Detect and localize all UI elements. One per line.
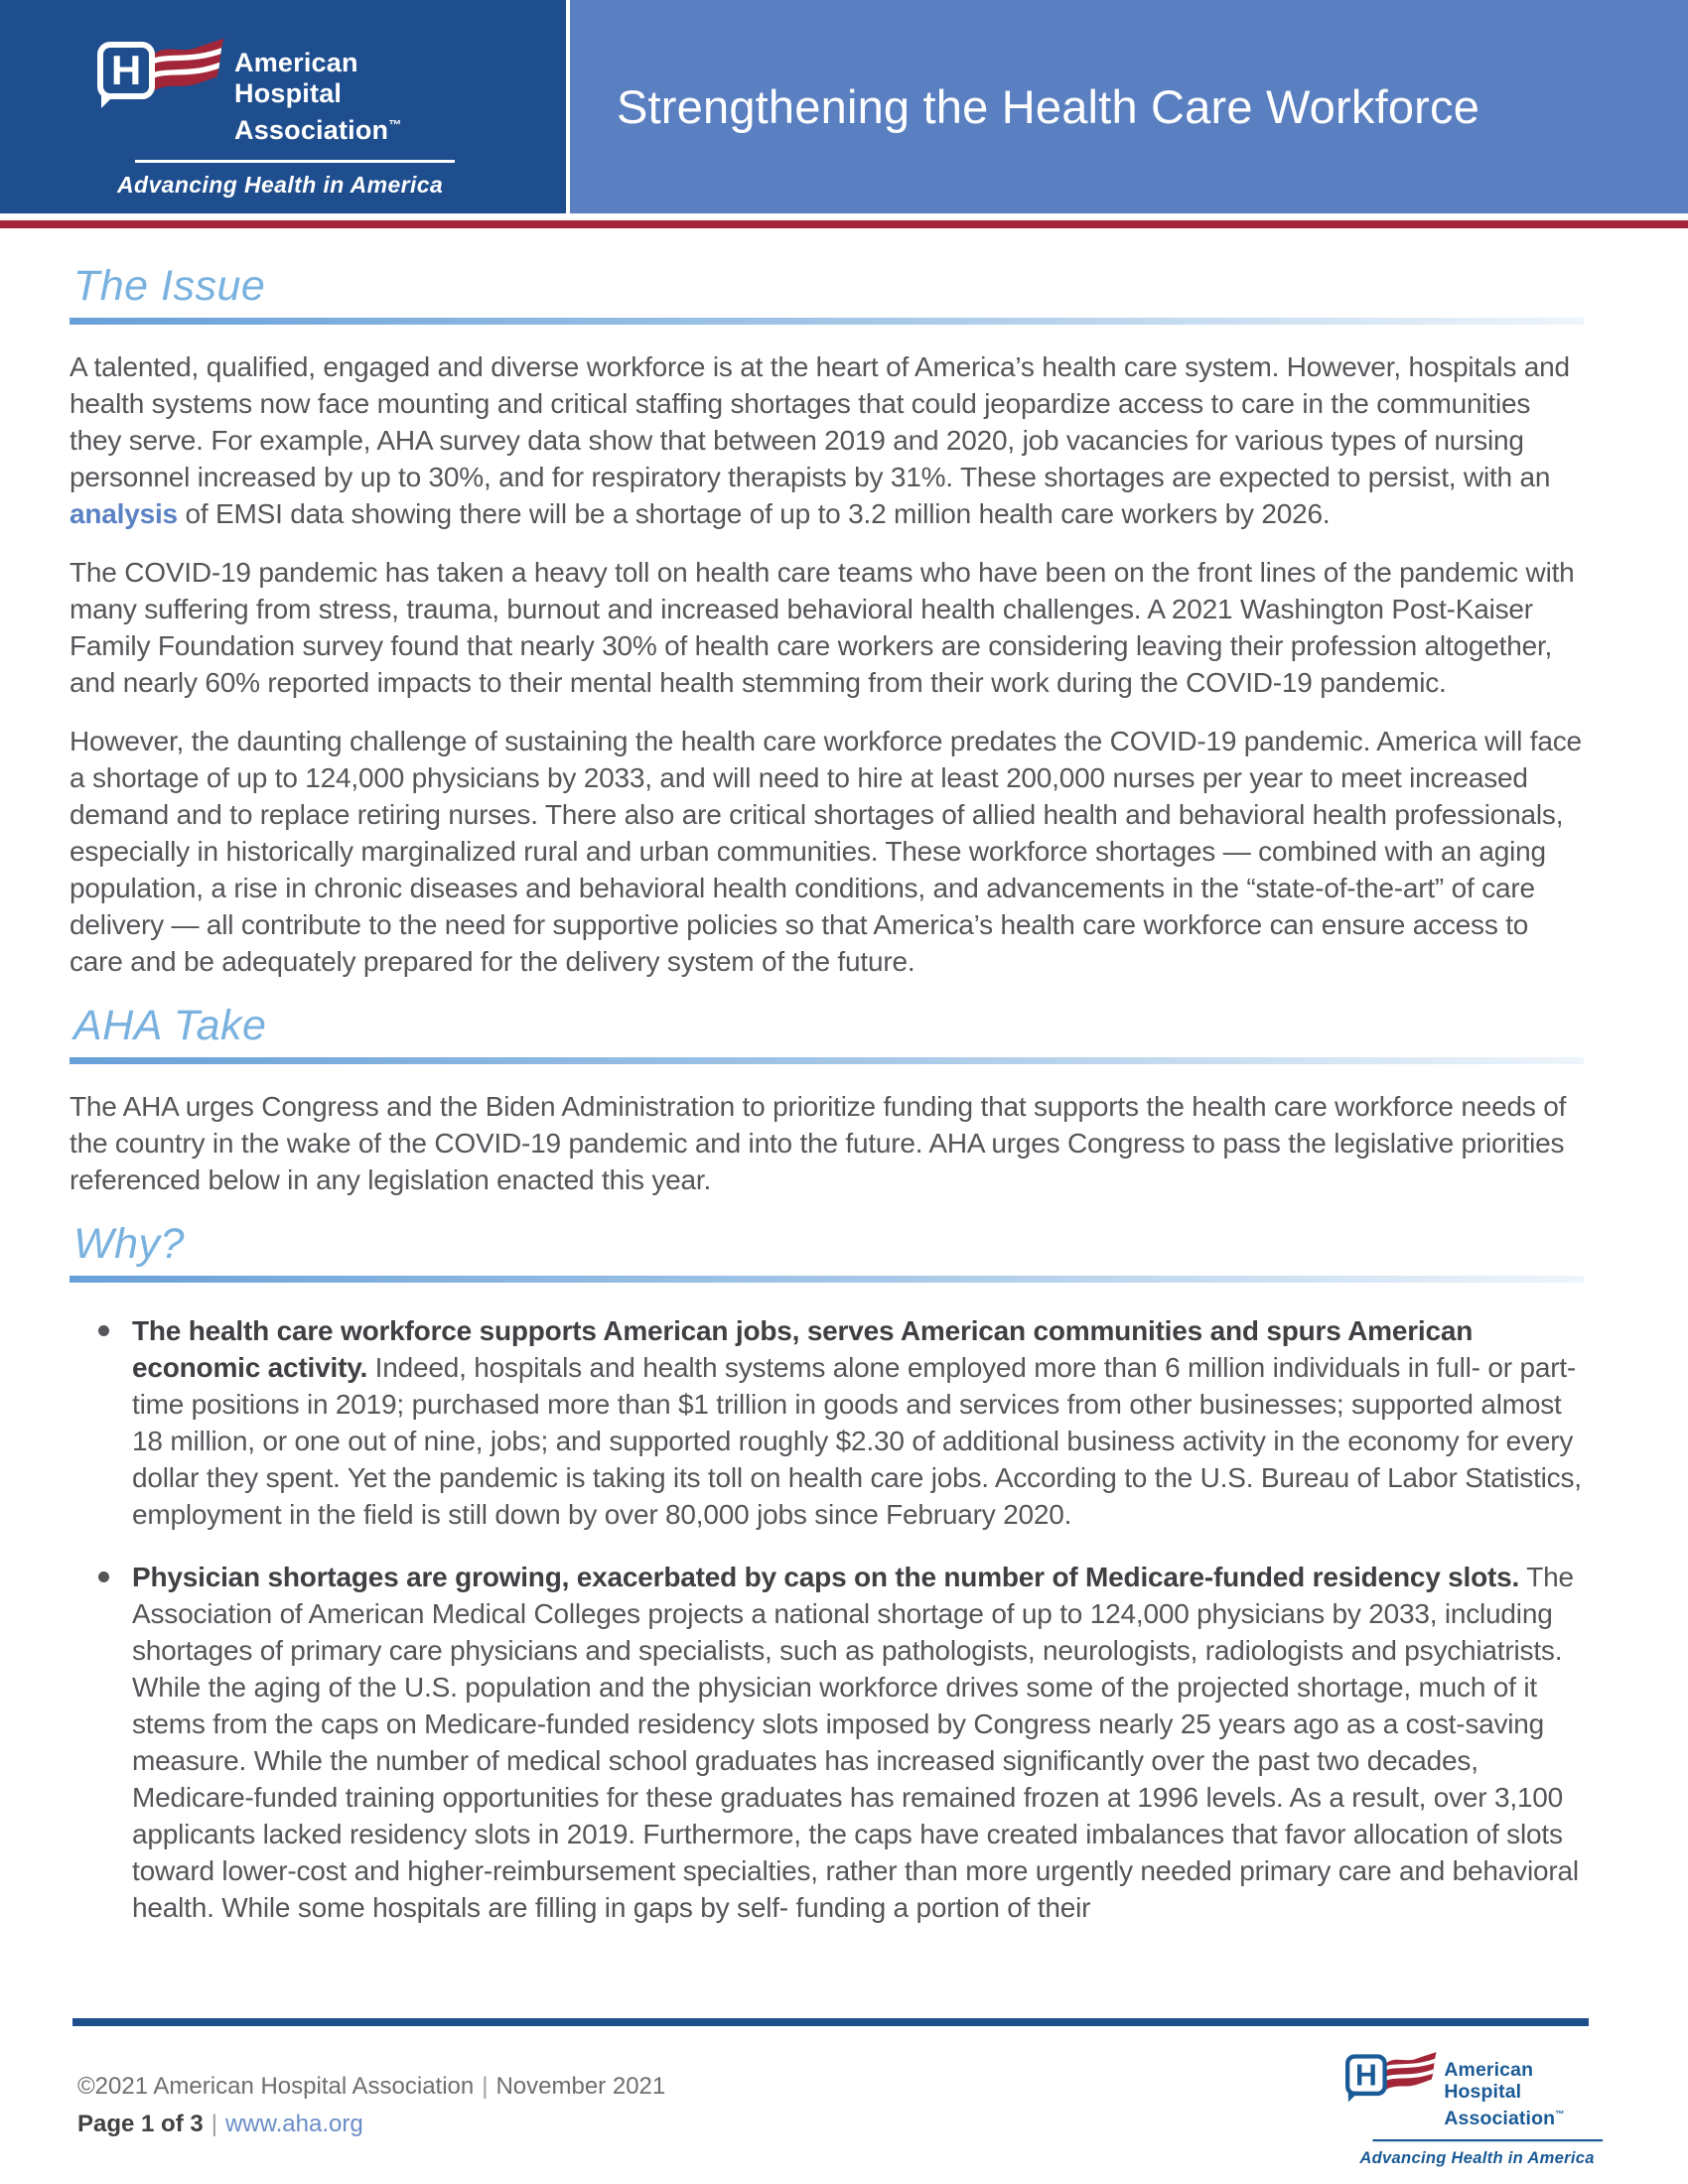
footer-copyright: ©2021 American Hospital Association <box>77 2073 475 2100</box>
list-item <box>70 1559 1584 1926</box>
bullet-text: Indeed, hospitals and health systems alone employed more than 6 million individuals in full- or part-time positions in 2019; purchased more than $1 trillion in goods and services from other businesses; supported almost 18 million, or one out of nine, jobs; and supported roughly $2.30 of additional business activity in the economy for every dollar they spent. Yet the pandemic is taking its toll on health care jobs. According to the U.S. Bureau of Labor Statistics, employment in the field is still down by over 80,000 jobs since February 2020. <box>132 1352 1582 1530</box>
logo-name-line2: Association <box>1444 2107 1556 2129</box>
page-title: Strengthening the Health Care Workforce <box>617 80 1480 133</box>
section-why <box>70 1220 1584 1926</box>
logo-divider <box>1372 2139 1603 2141</box>
footer-separator: | <box>211 2111 217 2137</box>
aha-h-tail <box>1348 2092 1359 2103</box>
aha-logo <box>97 36 457 199</box>
heading-rule <box>70 1057 1584 1064</box>
heading-rule <box>70 1276 1584 1283</box>
document-body <box>0 228 1688 1926</box>
aha-flag-icon <box>145 36 226 101</box>
aha-website-link[interactable]: www.aha.org <box>224 2111 363 2137</box>
footer-accent-bar <box>72 2018 1589 2026</box>
logo-name-line1: American Hospital <box>1444 2058 1534 2103</box>
aha-flag-icon <box>1380 2050 1439 2098</box>
logo-name <box>234 48 457 146</box>
paragraph-text: of EMSI data showing there will be a shortage of up to 3.2 million health care workers by 2026. <box>177 498 1331 529</box>
page-header <box>0 0 1688 213</box>
page-footer <box>0 2018 1688 2184</box>
logo-trademark: ™ <box>1555 2109 1565 2119</box>
logo-name-line1: American Hospital <box>234 48 358 108</box>
footer-page-line <box>77 2106 665 2143</box>
logo-name-line2: Association <box>234 115 389 145</box>
footer-page-number: Page 1 of 3 <box>77 2111 204 2137</box>
logo-h-letter: H <box>1354 2057 1377 2092</box>
section-aha-take <box>70 1002 1584 1198</box>
footer-text <box>77 2068 665 2143</box>
paragraph: However, the daunting challenge of sustaining the health care workforce predates the COVID-19 pandemic. America will face a shortage of up to 124,000 physicians by 2033, and will need to hire at least 200,000 nurses per year to meet increased demand and to replace retiring nurses. There also are critical shortages of allied health and behavioral health professionals, especially in historically marginalized rural and urban communities. These workforce shortages — combined with an aging population, a rise in chronic diseases and behavioral health conditions, and advancements in the “state-of-the-art” of care delivery — all contribute to the need for supportive policies so that America’s health care workforce can ensure access to care and be adequately prepared for the delivery system of the future. <box>70 726 1582 977</box>
section-heading-the-issue: The Issue <box>73 262 266 310</box>
analysis-link[interactable]: analysis <box>70 498 178 529</box>
bullet-lead: The health care workforce supports American jobs, serves American communities and spurs American economic activity. <box>132 1315 1474 1383</box>
logo-trademark: ™ <box>388 117 402 132</box>
logo-h-letter: H <box>110 47 142 93</box>
footer-copyright-line <box>77 2068 665 2106</box>
section-heading-why: Why? <box>73 1220 185 1268</box>
why-bullet-list <box>70 1312 1584 1926</box>
list-item <box>70 1312 1584 1533</box>
paragraph: The COVID-19 pandemic has taken a heavy toll on health care teams who have been on the front lines of the pandemic with many suffering from stress, trauma, burnout and increased behavioral health challenges. A 2021 Washington Post-Kaiser Family Foundation survey found that nearly 30% of health care workers are considering leaving their profession altogether, and nearly 60% reported impacts to their mental health stemming from their work during the COVID-19 pandemic. <box>70 557 1575 698</box>
logo-tagline: Advancing Health in America <box>117 172 444 198</box>
section-heading-aha-take: AHA Take <box>73 1002 267 1049</box>
aha-h-tail <box>101 93 116 108</box>
logo-name <box>1444 2059 1604 2129</box>
aha-h-icon <box>97 42 155 99</box>
footer-separator: | <box>482 2073 489 2100</box>
paragraph: The AHA urges Congress and the Biden Administration to prioritize funding that supports the health care workforce needs of the country in the wake of the COVID-19 pandemic and into the future. AHA urges Congress to pass the legislative priorities referenced below in any legislation enacted this year. <box>70 1091 1567 1195</box>
section-the-issue <box>70 262 1584 980</box>
red-accent-bar <box>0 220 1688 228</box>
bullet-lead: Physician shortages are growing, exacerbated by caps on the number of Medicare-funded residency slots. <box>132 1562 1520 1592</box>
logo-divider <box>135 160 455 163</box>
paragraph <box>70 348 1584 532</box>
heading-rule <box>70 318 1584 325</box>
footer-date: November 2021 <box>495 2073 666 2100</box>
paragraph-text: A talented, qualified, engaged and diverse workforce is at the heart of America’s health care system. However, hospitals and health systems now face mounting and critical staffing shortages that could jeopardize access to care in the communities they serve. For example, AHA survey data show that between 2019 and 2020, job vacancies for various types of nursing personnel increased by up to 30%, and for respiratory therapists by 31%. These shortages are expected to persist, with an <box>70 351 1570 492</box>
logo-tagline: Advancing Health in America <box>1359 2147 1595 2167</box>
aha-logo-footer <box>1345 2050 1605 2167</box>
bullet-text: The Association of American Medical Colleges projects a national shortage of up to 124,000 physicians by 2033, including shortages of primary care physicians and specialists, such as pathologists, neurologists, radiologists and psychiatrists. While the aging of the U.S. population and the physician workforce drives some of the projected shortage, much of it stems from the caps on Medicare-funded residency slots imposed by Congress nearly 25 years ago as a cost-saving measure. While the number of medical school graduates has increased significantly over the past two decades, Medicare-funded training opportunities for these graduates has remained frozen at 1996 levels. As a result, over 3,100 applicants lacked residency slots in 2019. Furthermore, the caps have created imbalances that favor allocation of slots toward lower-cost and higher-reimbursement specialties, rather than more urgently needed primary care and behavioral health. While some hospitals are filling in gaps by self- funding a portion of their <box>132 1562 1579 1923</box>
aha-h-icon <box>1345 2054 1387 2096</box>
footer-logo-wrap <box>1345 2050 1605 2167</box>
header-title-panel <box>570 0 1688 213</box>
header-logo-panel <box>0 0 566 213</box>
